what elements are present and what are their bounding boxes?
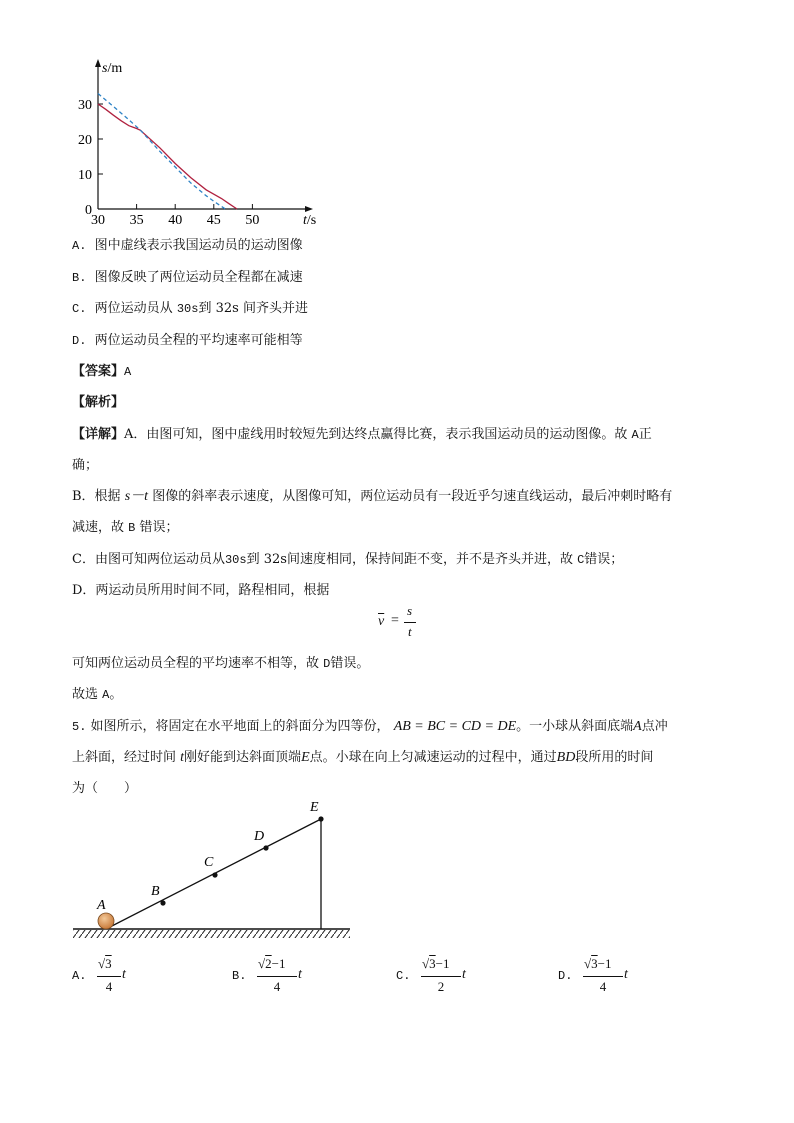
radicand: 3 <box>429 956 436 971</box>
fraction-denominator: 4 <box>273 979 281 994</box>
x-tick-label: 50 <box>245 213 260 227</box>
label-b: B <box>151 884 160 899</box>
y-axis-label: s/m <box>102 61 123 76</box>
point-b <box>160 900 165 905</box>
fraction-denominator: 2 <box>437 979 445 994</box>
detail-c: C．由图可知两位运动员从30s到 32s间速度相同，保持间距不变，并不是齐头并进，故 C错误； <box>72 552 624 567</box>
y-axis-arrow <box>95 59 101 67</box>
detail-b-line2: 减速，故 B 错误； <box>72 520 179 535</box>
q5-option-d <box>558 955 678 1001</box>
q5-line3: 为（ ） <box>72 781 138 796</box>
radical-sign: √ <box>98 956 106 971</box>
label-a: A <box>97 898 106 913</box>
detail-d-line1: D．两运动员所用时间不同，路程相同，根据 <box>72 583 330 598</box>
y-tick-label: 30 <box>78 98 92 113</box>
radical-sign: √ <box>258 956 266 971</box>
label-e: E <box>310 800 319 815</box>
st-graph <box>60 52 320 227</box>
option-letter: B. <box>232 969 247 983</box>
x-tick-label: 45 <box>206 213 221 227</box>
fraction-numerator <box>584 956 611 972</box>
time-symbol: t <box>462 967 466 982</box>
q5-line2: 上斜面，经过时间 t刚好能到达斜面顶端E点。小球在向上匀减速运动的过程中，通过BD段所用的时间 <box>72 750 654 765</box>
q5-line1: 5. 如图所示，将固定在水平地面上的斜面分为四等份， AB = BC = CD = DE。一小球从斜面底端A点冲 <box>72 719 668 734</box>
y-tick-label: 10 <box>78 168 92 183</box>
x-tick-label: 40 <box>168 213 183 227</box>
x-axis-label: t/s <box>303 213 317 227</box>
radical-sign: √ <box>584 956 592 971</box>
ground-hatch <box>73 930 350 938</box>
answer-line: 【答案】A <box>72 364 132 379</box>
fraction-denominator: 4 <box>105 979 113 994</box>
x-tick-label: 35 <box>129 213 144 227</box>
option-b: B. 图像反映了两位运动员全程都在减速 <box>72 270 303 285</box>
numerator-rest: −1 <box>271 956 286 971</box>
fraction-numerator <box>422 956 449 972</box>
y-tick-label: 0 <box>85 203 92 218</box>
fraction-numerator <box>258 956 285 972</box>
detail-d-line2: 可知两位运动员全程的平均速率不相等，故 D错误。 <box>72 656 370 671</box>
fraction-denominator: 4 <box>599 979 607 994</box>
option-letter: C. <box>396 969 411 983</box>
y-tick-label: 20 <box>78 133 92 148</box>
option-d: D. 两位运动员全程的平均速率可能相等 <box>72 333 303 348</box>
incline-diagram <box>70 798 360 943</box>
fraction-bar <box>583 976 623 977</box>
radicand: 2 <box>265 956 272 971</box>
time-symbol: t <box>122 967 126 982</box>
numerator-rest: −1 <box>435 956 450 971</box>
fraction-bar <box>257 976 297 977</box>
q5-option-a <box>72 955 192 1001</box>
point-c <box>212 872 217 877</box>
radical-sign: √ <box>422 956 430 971</box>
q5-option-c <box>396 955 516 1001</box>
time-symbol: t <box>624 967 628 982</box>
point-d <box>263 845 268 850</box>
option-a: A. 图中虚线表示我国运动员的运动图像 <box>72 238 303 253</box>
radicand: 3 <box>591 956 598 971</box>
detail-b-line1: B．根据 s－t 图像的斜率表示速度，从图像可知，两位运动员有一段近乎匀速直线运动，最后冲刺时略有 <box>72 489 673 504</box>
fraction-numerator <box>98 956 112 972</box>
average-speed-formula: $\overline{v}$ = s t <box>378 604 438 644</box>
option-letter: D. <box>558 969 573 983</box>
option-c: C. 两位运动员从 30s到 32s 间齐头并进 <box>72 301 308 316</box>
x-axis-arrow <box>305 206 313 212</box>
label-c: C <box>204 855 214 870</box>
fraction-bar <box>97 976 121 977</box>
time-symbol: t <box>298 967 302 982</box>
radicand: 3 <box>105 956 112 971</box>
choose-line: 故选 A。 <box>72 687 123 702</box>
numerator-rest: −1 <box>597 956 612 971</box>
series-solid-line <box>98 104 237 209</box>
ball <box>98 913 114 929</box>
label-d: D <box>254 829 265 844</box>
q5-option-b <box>232 955 352 1001</box>
analysis-label: 【解析】 <box>72 395 125 410</box>
option-letter: A. <box>72 969 87 983</box>
x-tick-label: 30 <box>91 213 105 227</box>
fraction-bar <box>421 976 461 977</box>
point-e <box>318 816 323 821</box>
detail-a-line1: 【详解】A．由图可知，图中虚线用时较短先到达终点赢得比赛，表示我国运动员的运动图像。故 A正 <box>72 427 652 442</box>
fraction-bar <box>404 622 416 623</box>
detail-a-line2: 确； <box>72 458 99 473</box>
series-dashed-line <box>98 94 225 210</box>
